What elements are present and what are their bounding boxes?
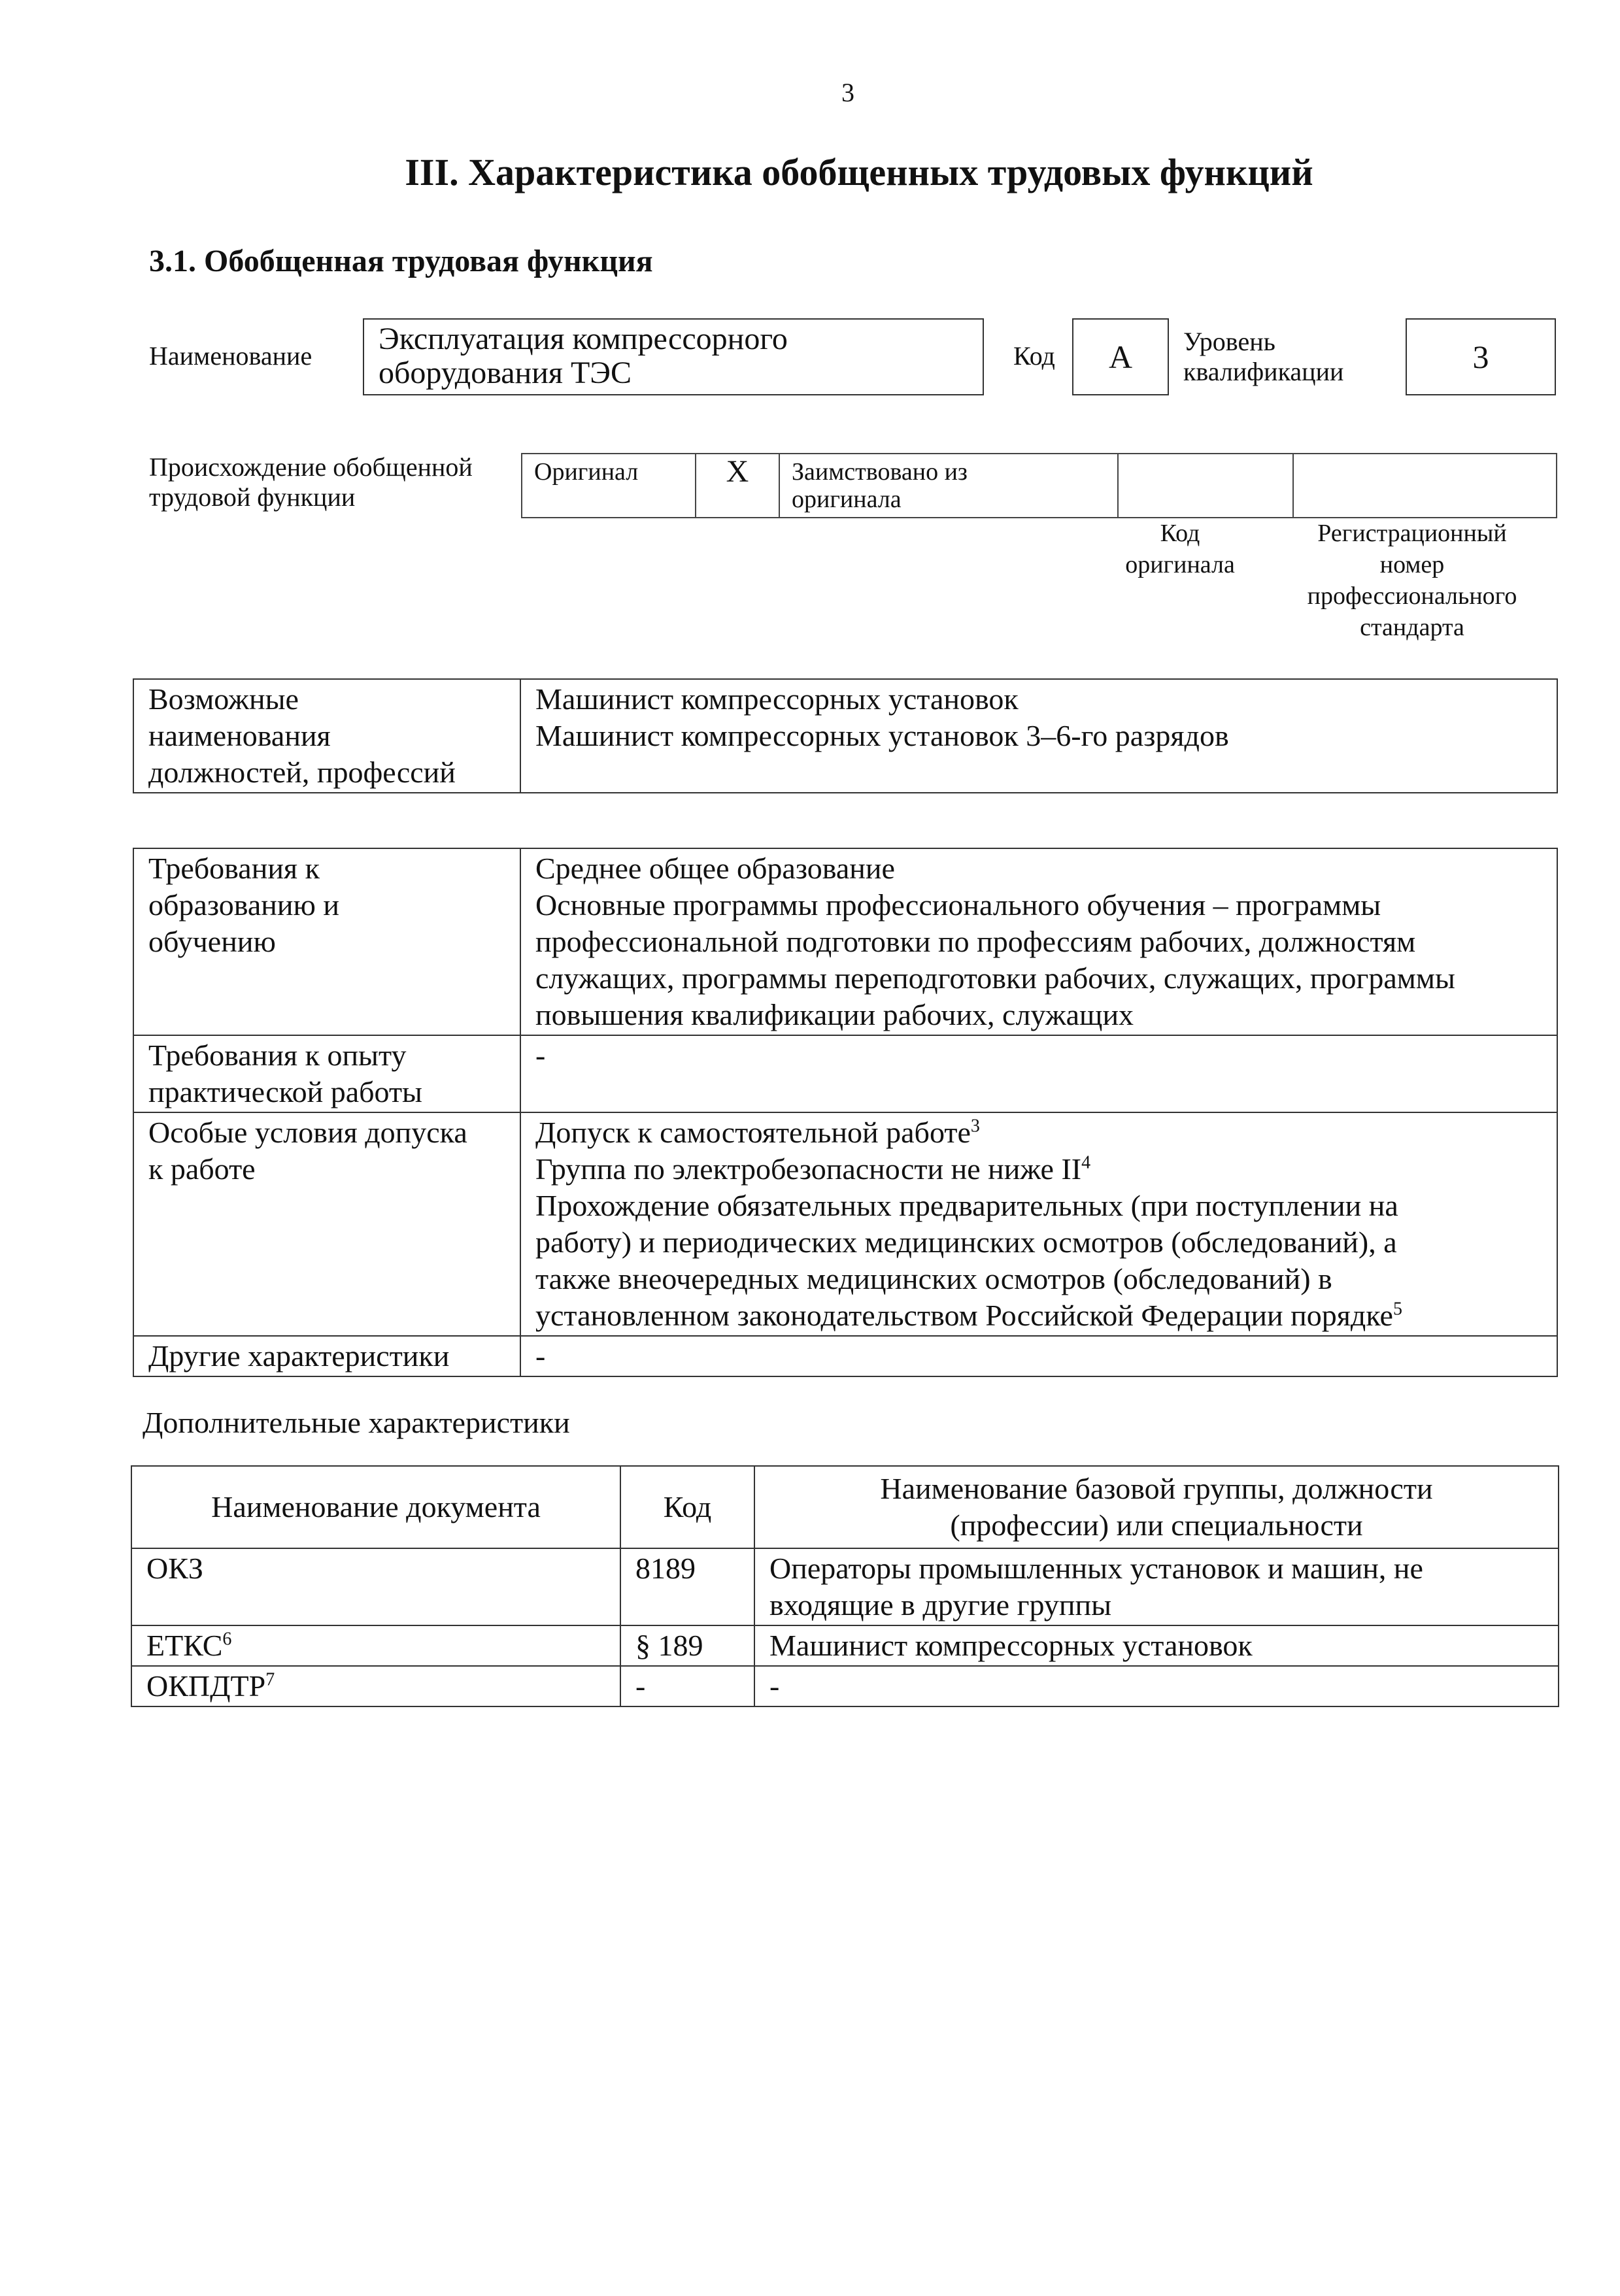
row-document (131, 1666, 620, 1706)
caption-line: оригинала (1125, 551, 1235, 578)
experience-value: - (520, 1035, 1557, 1112)
table-header-row (131, 1466, 1559, 1548)
code-value: А (1072, 318, 1169, 395)
label-line: Возможные (148, 682, 299, 716)
origin-table (521, 453, 1557, 518)
header-group (754, 1466, 1559, 1548)
value-line (535, 1297, 1542, 1334)
experience-label (133, 1035, 520, 1112)
footnote-ref: 6 (222, 1629, 232, 1650)
special-conditions-label (133, 1112, 520, 1336)
header-line: Наименование базовой группы, должности (880, 1472, 1433, 1505)
value-line: работу) и периодических медицинских осмотров (обследований), а (535, 1225, 1397, 1259)
label-line: образованию и (148, 888, 339, 922)
document-name: ОКЗ (146, 1552, 203, 1585)
education-label (133, 848, 520, 1035)
origin-label (149, 452, 473, 512)
level-label-line: квалификации (1183, 357, 1344, 386)
caption-registration-number (1275, 518, 1549, 643)
positions-label (133, 679, 520, 793)
value-line: Машинист компрессорных установок (535, 682, 1019, 716)
label-line: Особые условия допуска (148, 1116, 467, 1149)
header-line: (профессии) или специальности (950, 1508, 1363, 1542)
table-row (133, 848, 1557, 1035)
page-number: 3 (841, 78, 854, 107)
section-title: III. Характеристика обобщенных трудовых функций (405, 151, 1313, 193)
value-line: профессиональной подготовки по профессиям рабочих, должностям (535, 925, 1416, 958)
value-line (535, 1114, 1542, 1151)
table-row (133, 1112, 1557, 1336)
requirements-table (133, 848, 1558, 1377)
table-row (131, 1548, 1559, 1625)
row-code: § 189 (620, 1625, 754, 1666)
row-document (131, 1625, 620, 1666)
function-name-box (363, 318, 984, 395)
other-value: - (520, 1336, 1557, 1376)
value-line: Машинист компрессорных установок 3–6-го разрядов (535, 719, 1229, 752)
value-text: Допуск к самостоятельной работе (535, 1116, 971, 1149)
footnote-ref: 5 (1392, 1299, 1402, 1320)
header-code: Код (620, 1466, 754, 1548)
function-name-line: Эксплуатация компрессорного (379, 322, 788, 356)
row-document (131, 1548, 620, 1625)
borrowed-cell (779, 454, 1118, 518)
footnote-ref: 4 (1081, 1152, 1091, 1173)
caption-line: Код (1160, 520, 1200, 547)
level-value: 3 (1406, 318, 1556, 395)
caption-line: Регистрационный (1317, 520, 1507, 547)
value-line: повышения квалификации рабочих, служащих (535, 998, 1134, 1031)
subsection-title: 3.1. Обобщенная трудовая функция (149, 244, 653, 278)
table-row (133, 1035, 1557, 1112)
caption-line: стандарта (1360, 614, 1464, 641)
header-document: Наименование документа (131, 1466, 620, 1548)
other-label: Другие характеристики (133, 1336, 520, 1376)
value-line: служащих, программы переподготовки рабочих, служащих, программы (535, 961, 1455, 995)
value-text: установленном законодательством Российской Федерации порядке (535, 1299, 1393, 1332)
origin-label-line: Происхождение обобщенной (149, 452, 473, 482)
label-line: должностей, профессий (148, 756, 456, 789)
level-label (1183, 327, 1343, 387)
education-value (520, 848, 1557, 1035)
name-label: Наименование (149, 341, 312, 371)
origin-label-line: трудовой функции (149, 482, 356, 512)
original-mark: X (696, 454, 779, 518)
footnote-ref: 3 (970, 1116, 980, 1137)
special-conditions-value (520, 1112, 1557, 1336)
value-line (535, 1151, 1542, 1188)
row-group: Машинист компрессорных установок (754, 1625, 1559, 1666)
value-line: Среднее общее образование (535, 852, 895, 885)
table-row (131, 1666, 1559, 1706)
label-line: Требования к (148, 852, 320, 885)
value-text: Группа по электробезопасности не ниже II (535, 1152, 1082, 1186)
footnote-ref: 7 (265, 1669, 275, 1690)
table-row (133, 679, 1557, 793)
value-line: также внеочередных медицинских осмотров (обследований) в (535, 1262, 1332, 1295)
row-group (754, 1548, 1559, 1625)
borrowed-label-line: оригинала (792, 486, 902, 513)
row-code: 8189 (620, 1548, 754, 1625)
caption-line: номер (1379, 551, 1445, 578)
label-line: наименования (148, 719, 331, 752)
caption-line: профессионального (1307, 582, 1517, 610)
value-line: Основные программы профессионального обучения – программы (535, 888, 1381, 922)
code-label: Код (1013, 341, 1055, 371)
table-row (131, 1625, 1559, 1666)
registration-number-cell (1293, 454, 1557, 518)
document-name: ЕТКС (146, 1629, 223, 1662)
original-cell (522, 454, 696, 518)
original-code-cell (1118, 454, 1293, 518)
extra-title: Дополнительные характеристики (143, 1406, 570, 1439)
label-line: Требования к опыту (148, 1039, 407, 1072)
row-code: - (620, 1666, 754, 1706)
label-line: практической работы (148, 1075, 422, 1108)
original-label: Оригинал (534, 458, 639, 486)
group-line: Операторы промышленных установок и машин, не (769, 1552, 1423, 1585)
value-line: Прохождение обязательных предварительных (при поступлении на (535, 1189, 1398, 1222)
document-name: ОКПДТР (146, 1669, 266, 1703)
label-line: обучению (148, 925, 276, 958)
label-line: к работе (148, 1152, 256, 1186)
positions-value (520, 679, 1557, 793)
level-label-line: Уровень (1183, 327, 1275, 356)
positions-table (133, 678, 1558, 793)
extra-table (131, 1465, 1559, 1707)
function-name-line: оборудования ТЭС (379, 356, 632, 390)
borrowed-label-line: Заимствовано из (792, 458, 968, 486)
group-line: входящие в другие группы (769, 1588, 1111, 1622)
caption-original-code (1092, 518, 1268, 580)
row-group: - (754, 1666, 1559, 1706)
table-row (133, 1336, 1557, 1376)
